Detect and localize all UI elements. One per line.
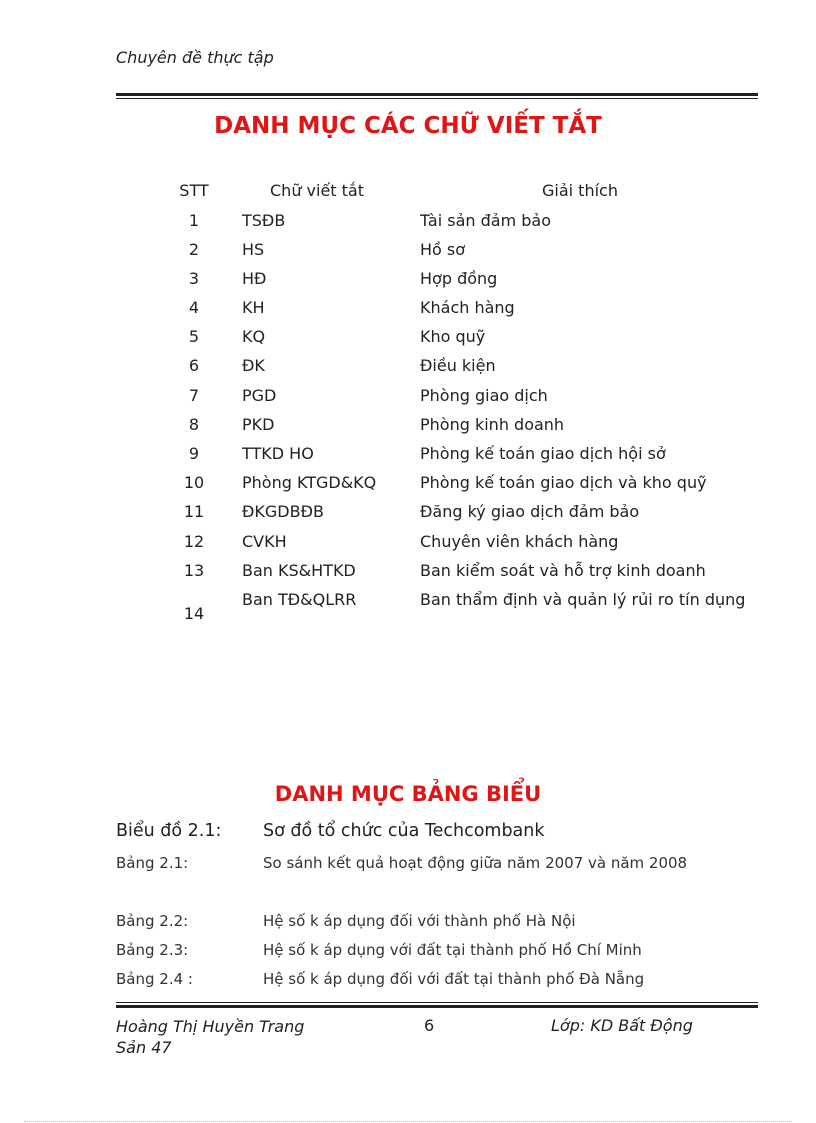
row-stt: 4 (188, 298, 200, 317)
row-abbr: KQ (242, 327, 266, 346)
footer-author (116, 1016, 304, 1058)
row-abbr: Phòng KTGD&KQ (242, 473, 377, 492)
header-rule (116, 93, 758, 99)
row-stt: 1 (188, 211, 200, 230)
row-expl: Kho quỹ (420, 327, 486, 346)
list-item-text: Sơ đồ tổ chức của Techcombank (263, 821, 545, 841)
col-header-abbr: Chữ viết tắt (270, 181, 365, 200)
col-header-stt: STT (179, 181, 209, 200)
row-abbr: HS (242, 240, 265, 259)
row-stt: 12 (183, 532, 205, 551)
row-abbr: Ban TĐ&QLRR (242, 590, 357, 609)
row-stt: 6 (188, 356, 200, 375)
row-stt: 10 (183, 473, 205, 492)
row-stt: 14 (183, 604, 205, 623)
list-item-label: Bảng 2.2: (116, 912, 189, 930)
row-stt: 5 (188, 327, 200, 346)
row-expl: Hợp đồng (420, 269, 498, 288)
page-header: Chuyên đề thực tập (116, 48, 274, 67)
row-stt: 13 (183, 561, 205, 580)
row-expl: Phòng kế toán giao dịch và kho quỹ (420, 473, 707, 492)
footer-author-name: Hoàng Thị Huyền Trang (116, 1017, 305, 1036)
row-abbr: TTKD HO (242, 444, 314, 463)
row-abbr: ĐK (242, 356, 265, 375)
row-expl: Khách hàng (420, 298, 515, 317)
row-abbr: Ban KS&HTKD (242, 561, 356, 580)
row-expl: Tài sản đảm bảo (420, 211, 551, 230)
row-stt: 11 (183, 502, 205, 521)
footer-author-line2: Sản 47 (116, 1038, 172, 1057)
row-stt: 2 (188, 240, 200, 259)
page-edge-divider (24, 1121, 792, 1122)
row-expl: Điều kiện (420, 356, 496, 375)
row-stt: 9 (188, 444, 200, 463)
row-abbr: KH (242, 298, 265, 317)
row-abbr: ĐKGDBĐB (242, 502, 324, 521)
row-expl: Phòng kế toán giao dịch hội sở (420, 444, 666, 463)
list-item-text: Hệ số k áp dụng với đất tại thành phố Hồ Chí Minh (263, 941, 642, 959)
page-number: 6 (424, 1016, 435, 1035)
row-abbr: PGD (242, 386, 277, 405)
row-abbr: TSĐB (242, 211, 286, 230)
footer-rule (116, 1002, 758, 1008)
row-abbr: HĐ (242, 269, 267, 288)
row-expl: Ban kiểm soát và hỗ trợ kinh doanh (420, 561, 706, 580)
col-header-expl: Giải thích (542, 181, 618, 200)
list-item-text: Hệ số k áp dụng đối với thành phố Hà Nội (263, 912, 576, 930)
row-expl: Đăng ký giao dịch đảm bảo (420, 502, 640, 521)
row-abbr: PKD (242, 415, 275, 434)
row-stt: 7 (188, 386, 200, 405)
list-item-text: So sánh kết quả hoạt động giữa năm 2007 và năm 2008 (263, 854, 688, 872)
row-abbr: CVKH (242, 532, 287, 551)
row-stt: 3 (188, 269, 200, 288)
list-item-label: Bảng 2.1: (116, 854, 189, 872)
tables-title: DANH MỤC BẢNG BIỂU (274, 782, 542, 806)
list-item-label: Biểu đồ 2.1: (116, 821, 222, 841)
row-expl: Hồ sơ (420, 240, 466, 259)
row-expl: Chuyên viên khách hàng (420, 532, 619, 551)
list-item-label: Bảng 2.3: (116, 941, 189, 959)
footer-class: Lớp: KD Bất Động (551, 1016, 693, 1035)
row-stt: 8 (188, 415, 200, 434)
row-expl: Phòng kinh doanh (420, 415, 565, 434)
list-item-label: Bảng 2.4 : (116, 970, 193, 988)
row-expl: Ban thẩm định và quản lý rủi ro tín dụng (420, 590, 746, 609)
abbr-title: DANH MỤC CÁC CHỮ VIẾT TẮT (214, 113, 602, 139)
row-expl: Phòng giao dịch (420, 386, 548, 405)
list-item-text: Hệ số k áp dụng đối với đất tại thành phố Đà Nẵng (263, 970, 645, 988)
